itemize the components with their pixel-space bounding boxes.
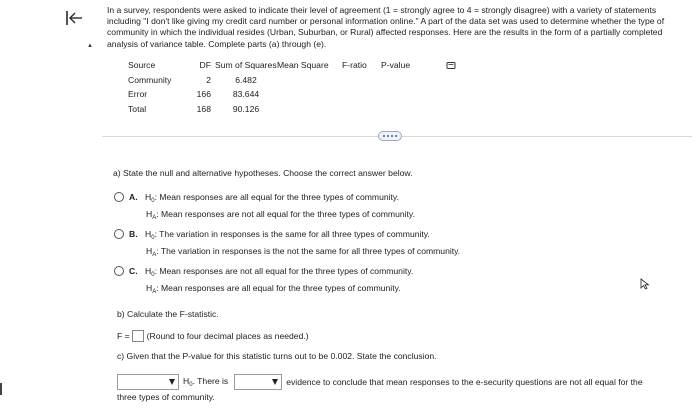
conclusion-text: evidence to conclude that mean responses to the e-security questions are not all equal for the [286,377,643,387]
row-ss: 90.126 [232,103,260,114]
f-label: F = [117,331,130,341]
reject-dropdown[interactable] [117,374,179,390]
header-f: F-ratio [342,60,367,70]
radio-button[interactable] [114,266,124,276]
header-ss: Sum of Squares [215,60,277,70]
copy-icon[interactable] [446,61,456,70]
question-text: In a survey, respondents were asked to indicate their level of agreement (1 = strongly agree to 4 = strongly disagree) with a variety of statements including "I don't like giving my credit card number or personal information online." A part of the data set was used to determine whether the type of community in which the individual resides (Urban, Suburban, or Rural) affected responses. Here are the results in the form of a partially completed analysis of variance table. Complete parts (a) through (e). [107,5,665,49]
conclusion-row [117,374,643,390]
anova-header-row [128,60,431,75]
mouse-cursor-icon [640,278,650,290]
back-to-start-icon[interactable] [64,8,84,28]
chevron-down-icon [169,379,175,385]
row-ss: 6.482 [235,74,257,85]
evidence-dropdown[interactable] [234,374,282,390]
alt-hypothesis: $H_A$: Mean responses are not all equal for the three types of community. [146,208,415,221]
null-hypothesis: $H_0$: Mean responses are not all equal for the three types of community. [145,266,414,278]
null-hypothesis: $H_0$: The variation in responses is the same for all three types of community. [145,229,430,241]
part-a-prompt: a) State the null and alternative hypotheses. Choose the correct answer below. [113,168,413,178]
row-df: 2 [206,74,211,85]
row-df: 168 [196,103,211,114]
option-letter: A. [129,192,138,202]
alt-hypothesis: $H_A$: The variation in responses is the not the same for all three types of community. [146,245,461,258]
conclusion-wrap-text: three types of community. [117,392,215,402]
more-ellipsis-icon[interactable] [378,131,402,141]
row-df: 166 [196,89,211,99]
header-source: Source [128,60,156,70]
f-stat-row [117,330,309,342]
anova-table [128,60,431,118]
option-letter: B. [129,229,138,239]
row-source: Total [128,103,147,114]
table-row [128,89,431,104]
row-source: Error [128,89,148,99]
header-ms: Mean Square [277,60,329,70]
collapse-caret-icon[interactable]: ▲ [87,43,93,49]
header-p: P-value [381,60,411,70]
row-ss: 83.644 [232,89,260,99]
part-b-prompt: b) Calculate the F-statistic. [117,309,219,319]
option-letter: C. [129,266,138,276]
radio-button[interactable] [114,192,124,202]
edge-marker [0,383,2,395]
chevron-down-icon [272,379,278,385]
rounding-hint: (Round to four decimal places as needed.) [146,331,309,341]
table-row [128,104,431,119]
table-row [128,75,431,90]
header-df: DF [199,60,211,70]
f-stat-input[interactable] [132,330,144,342]
radio-button[interactable] [114,229,124,239]
alt-hypothesis: $H_A$: Mean responses are all equal for the three types of community. [146,282,401,295]
left-nav-strip [0,0,100,420]
h0-label: $H_0$. There is [183,376,229,388]
row-source: Community [128,74,172,85]
null-hypothesis: $H_0$: Mean responses are all equal for the three types of community. [145,192,399,204]
part-c-prompt: c) Given that the P-value for this statistic turns out to be 0.002. State the conclusion. [117,351,437,361]
